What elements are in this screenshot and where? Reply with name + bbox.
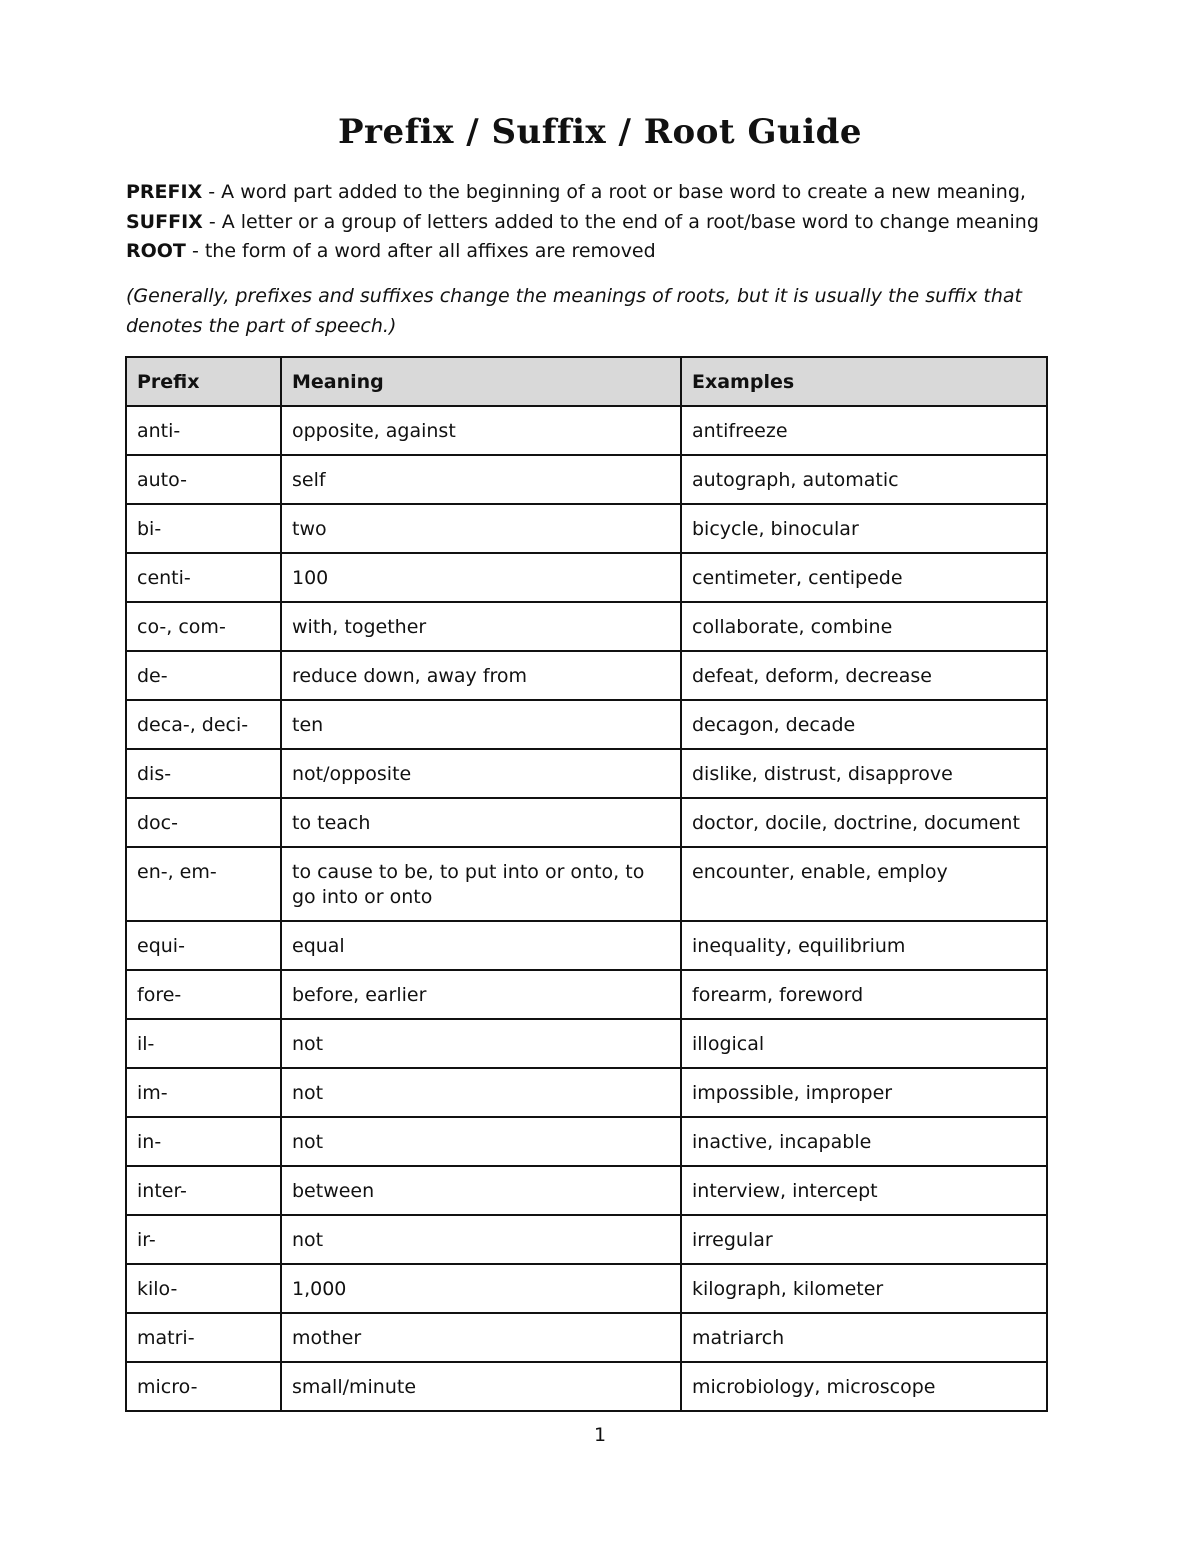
column-header-meaning: Meaning	[281, 357, 681, 406]
meaning-cell: not	[281, 1068, 681, 1117]
column-header-examples: Examples	[681, 357, 1047, 406]
meaning-cell: mother	[281, 1313, 681, 1362]
prefix-cell: kilo-	[126, 1264, 281, 1313]
examples-cell: irregular	[681, 1215, 1047, 1264]
examples-cell: defeat, deform, decrease	[681, 651, 1047, 700]
prefix-cell: ir-	[126, 1215, 281, 1264]
examples-cell: matriarch	[681, 1313, 1047, 1362]
meaning-cell: opposite, against	[281, 406, 681, 455]
examples-cell: inactive, incapable	[681, 1117, 1047, 1166]
prefix-cell: equi-	[126, 921, 281, 970]
examples-cell: antifreeze	[681, 406, 1047, 455]
meaning-cell: reduce down, away from	[281, 651, 681, 700]
meaning-cell: not	[281, 1019, 681, 1068]
definition-text: - the form of a word after all affixes are removed	[185, 240, 656, 262]
meaning-cell: not/opposite	[281, 749, 681, 798]
meaning-cell: two	[281, 504, 681, 553]
examples-cell: autograph, automatic	[681, 455, 1047, 504]
prefix-cell: doc-	[126, 798, 281, 847]
definition-suffix	[126, 208, 1086, 238]
examples-cell: forearm, foreword	[681, 970, 1047, 1019]
table-row	[126, 749, 1047, 798]
prefix-cell: matri-	[126, 1313, 281, 1362]
meaning-cell: self	[281, 455, 681, 504]
prefix-cell: en-, em-	[126, 847, 281, 921]
examples-cell: impossible, improper	[681, 1068, 1047, 1117]
examples-cell: centimeter, centipede	[681, 553, 1047, 602]
meaning-cell: with, together	[281, 602, 681, 651]
table-row	[126, 1166, 1047, 1215]
meaning-cell: between	[281, 1166, 681, 1215]
definition-prefix	[126, 178, 1086, 208]
prefix-cell: centi-	[126, 553, 281, 602]
examples-cell: microbiology, microscope	[681, 1362, 1047, 1411]
table-row	[126, 1264, 1047, 1313]
definition-term: SUFFIX	[126, 210, 203, 233]
prefix-cell: dis-	[126, 749, 281, 798]
table-row	[126, 1362, 1047, 1411]
definition-text: - A word part added to the beginning of a root or base word to create a new meaning,	[202, 181, 1026, 203]
definition-term: ROOT	[126, 240, 186, 262]
prefix-cell: im-	[126, 1068, 281, 1117]
meaning-cell: to cause to be, to put into or onto, to go into or onto	[281, 847, 681, 921]
prefix-cell: de-	[126, 651, 281, 700]
examples-cell: dislike, distrust, disapprove	[681, 749, 1047, 798]
meaning-cell: small/minute	[281, 1362, 681, 1411]
table-row	[126, 970, 1047, 1019]
meaning-cell: to teach	[281, 798, 681, 847]
prefix-cell: fore-	[126, 970, 281, 1019]
prefix-cell: bi-	[126, 504, 281, 553]
meaning-cell: 100	[281, 553, 681, 602]
definitions	[126, 178, 1086, 267]
meaning-cell: 1,000	[281, 1264, 681, 1313]
table-row	[126, 921, 1047, 970]
examples-cell: interview, intercept	[681, 1166, 1047, 1215]
prefix-table	[125, 356, 1048, 1412]
table-row	[126, 553, 1047, 602]
definition-term: PREFIX	[126, 181, 203, 203]
note: (Generally, prefixes and suffixes change the meanings of roots, but it is usually the suffix that denotes the part of speech.)	[126, 285, 1023, 337]
table-row	[126, 602, 1047, 651]
table-row	[126, 1117, 1047, 1166]
table-header-row	[126, 357, 1047, 406]
examples-cell: inequality, equilibrium	[681, 921, 1047, 970]
meaning-cell: ten	[281, 700, 681, 749]
table-row	[126, 1019, 1047, 1068]
page-number: 1	[593, 1424, 607, 1446]
examples-cell: encounter, enable, employ	[681, 847, 1047, 921]
prefix-cell: auto-	[126, 455, 281, 504]
examples-cell: doctor, docile, doctrine, document	[681, 798, 1047, 847]
table-body	[126, 406, 1047, 1411]
meaning-cell: not	[281, 1215, 681, 1264]
meaning-cell: not	[281, 1117, 681, 1166]
table-row	[126, 1313, 1047, 1362]
prefix-cell: co-, com-	[126, 602, 281, 651]
examples-cell: collaborate, combine	[681, 602, 1047, 651]
definition-root	[126, 237, 1086, 267]
table-row	[126, 455, 1047, 504]
page-title: Prefix / Suffix / Root Guide	[337, 112, 863, 152]
table-row	[126, 798, 1047, 847]
table-row	[126, 651, 1047, 700]
examples-cell: decagon, decade	[681, 700, 1047, 749]
examples-cell: illogical	[681, 1019, 1047, 1068]
column-header-prefix: Prefix	[126, 357, 281, 406]
prefix-cell: il-	[126, 1019, 281, 1068]
prefix-cell: micro-	[126, 1362, 281, 1411]
prefix-cell: deca-, deci-	[126, 700, 281, 749]
meaning-cell: equal	[281, 921, 681, 970]
table-row	[126, 406, 1047, 455]
table-row	[126, 1068, 1047, 1117]
definition-text: - A letter or a group of letters added to the end of a root/base word to change meaning	[202, 210, 1039, 233]
prefix-cell: inter-	[126, 1166, 281, 1215]
table-row	[126, 1215, 1047, 1264]
prefix-cell: anti-	[126, 406, 281, 455]
meaning-cell: before, earlier	[281, 970, 681, 1019]
table-row	[126, 847, 1047, 921]
table-row	[126, 700, 1047, 749]
examples-cell: bicycle, binocular	[681, 504, 1047, 553]
examples-cell: kilograph, kilometer	[681, 1264, 1047, 1313]
prefix-cell: in-	[126, 1117, 281, 1166]
table-row	[126, 504, 1047, 553]
